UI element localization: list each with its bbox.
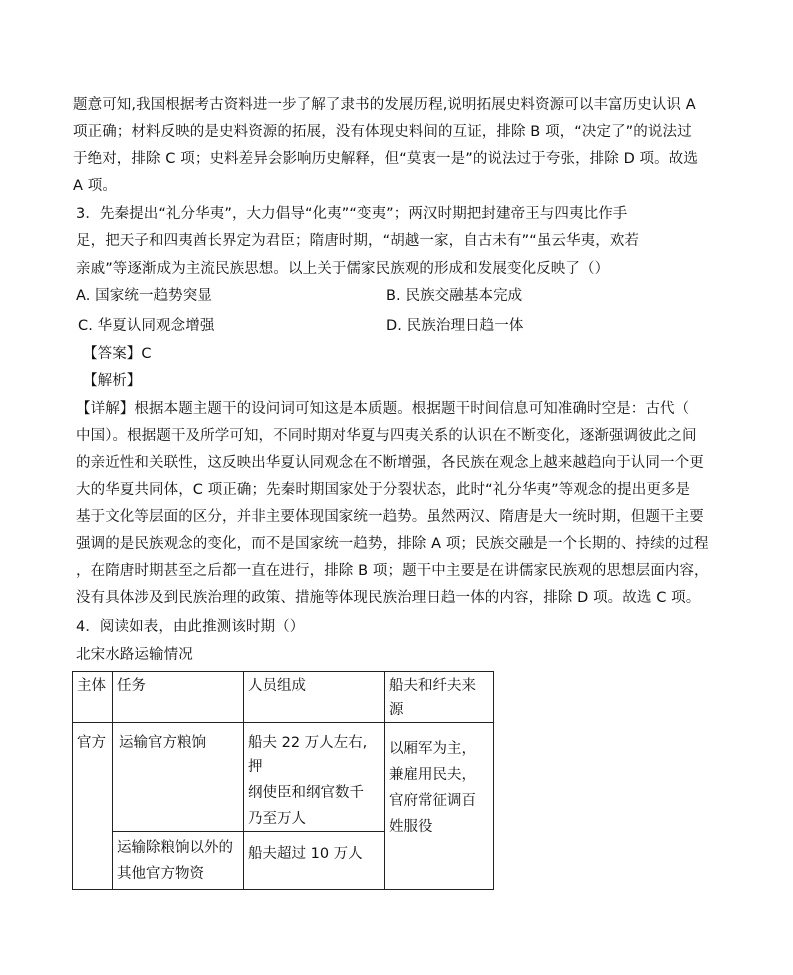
cell-task-2: 运输除粮饷以外的: [117, 840, 233, 856]
transport-table: [72, 671, 494, 890]
text-line: 题意可知,我国根据考古资料进一步了解了隶书的发展历程,说明拓展史料资源可以丰富历史认识 A: [73, 97, 696, 113]
question-4-stem: 4．阅读如表，由此推测该时期（）: [76, 619, 305, 635]
cell-task-1: 运输官方粮饷: [119, 735, 206, 751]
analysis-label: 【解析】: [83, 373, 142, 389]
cell-staff-1: 纲使臣和纲官数千: [248, 785, 364, 801]
detail-line: 没有具体涉及到民族治理的政策、措施等体现民族治理日趋一体的内容，排除 D 项。故选 C 项。: [76, 590, 701, 606]
option-a: A. 国家统一趋势突显: [76, 288, 212, 304]
table-title: 北宋水路运输情况: [76, 647, 193, 663]
cell-staff-1: 乃至万人: [248, 811, 306, 827]
option-b: B. 民族交融基本完成: [386, 288, 523, 304]
cell-staff-2: 船夫超过 10 万人: [248, 846, 363, 862]
detail-line: 【详解】根据本题主题干的设问词可知这是本质题。根据题干时间信息可知准确时空是：古代（: [76, 401, 690, 417]
detail-line: 大的华夏共同体，C 项正确；先秦时期国家处于分裂状态，此时“礼分华夷”等观念的提出更多是: [76, 482, 691, 498]
question-3-stem: 3．先秦提出“礼分华夷”，大力倡导“化夷”“变夷”；两汉时期把封建帝王与四夷比作手: [76, 206, 628, 222]
detail-line: ，在隋唐时期甚至之后都一直在进行，排除 B 项；题干中主要是在讲儒家民族观的思想层面内容，: [76, 563, 709, 579]
answer-label: 【答案】C: [83, 346, 152, 362]
header-subject: 主体: [77, 678, 106, 694]
option-c: C. 华夏认同观念增强: [78, 318, 215, 334]
cell-task-2: 其他官方物资: [117, 866, 204, 882]
cell-source: 官府常征调百: [389, 793, 476, 809]
question-3-stem: 足，把天子和四夷酋长界定为君臣；隋唐时期，“胡越一家，自古未有”“虽云华夷，欢若: [76, 233, 640, 249]
detail-line: 基于文化等层面的区分，并非主要体现国家统一趋势。虽然两汉、隋唐是大一统时期，但题干主要: [76, 509, 704, 525]
cell-source: 以厢军为主，: [389, 741, 476, 757]
detail-line: 中国）。根据题干及所学可知，不同时期对华夏与四夷关系的认识在不断变化，逐渐强调彼此之间: [76, 428, 697, 444]
option-d: D. 民族治理日趋一体: [386, 318, 524, 334]
cell-source: 兼雇用民夫，: [389, 767, 476, 783]
cell-staff-1: 船夫 22 万人左右,押: [248, 735, 368, 775]
header-task: 任务: [117, 678, 146, 694]
text-line: 项正确；材料反映的是史料资源的拓展，没有体现史料间的互证，排除 B 项，“决定了”的说法过: [73, 124, 692, 140]
cell-source: 姓服役: [389, 819, 433, 835]
table-row: [73, 723, 494, 832]
text-line: A 项。: [73, 178, 117, 194]
question-3-stem: 亲戚”等逐渐成为主流民族思想。以上关于儒家民族观的形成和发展变化反映了（）: [76, 261, 610, 277]
header-staff: 人员组成: [248, 678, 306, 694]
detail-line: 强调的是民族观念的变化，而不是国家统一趋势，排除 A 项；民族交融是一个长期的、持续的过程: [76, 536, 709, 552]
table-header-row: [73, 672, 494, 723]
text-line: 于绝对，排除 C 项；史料差异会影响历史解释，但“莫衷一是”的说法过于夸张，排除 D 项。故选: [73, 151, 698, 167]
detail-line: 的亲近性和关联性，这反映出华夏认同观念在不断增强，各民族在观念上越来越趋向于认同一个更: [76, 455, 704, 471]
cell-subject: 官方: [77, 735, 106, 751]
header-source: 船夫和纤夫来源: [389, 678, 476, 718]
